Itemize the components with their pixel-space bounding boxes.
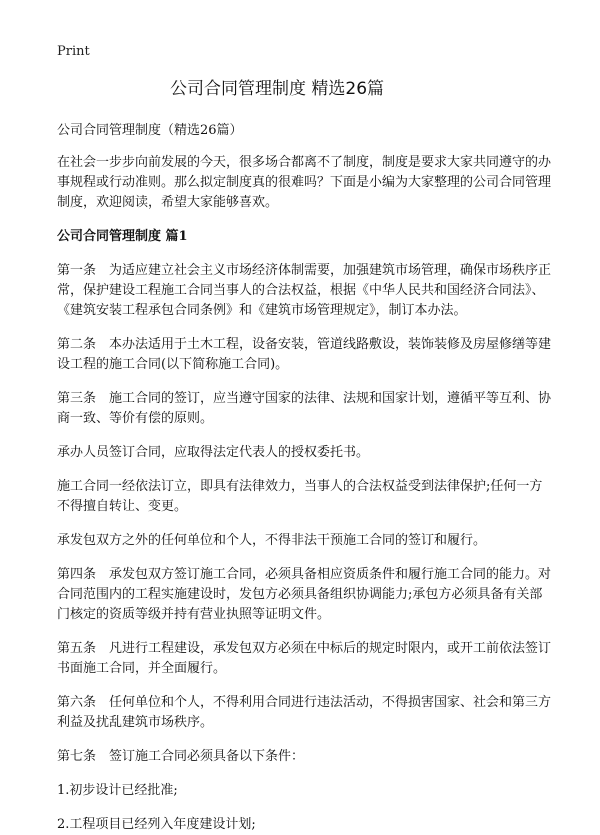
document-body bbox=[57, 72, 553, 835]
intro-paragraph: 在社会一步步向前发展的今天，很多场合都离不了制度，制度是要求大家共同遵守的办事规程或行动准则。那么拟定制度真的很难吗？下面是小编为大家整理的公司合同管理制度，欢迎阅读，希望大家能够喜欢。 bbox=[57, 155, 552, 210]
print-link[interactable]: Print bbox=[57, 44, 90, 59]
condition-item-1: 1.初步设计已经批准; bbox=[57, 783, 178, 798]
article-4: 第四条 承发包双方签订施工合同，必须具备相应资质条件和履行施工合同的能力。对合同范围内的工程实施建设时，发包方必须具备组织协调能力;承包方必须具备有关部门核定的资质等级并持有营业执照等证明文件。 bbox=[57, 567, 552, 622]
section-heading: 公司合同管理制度 篇1 bbox=[57, 229, 188, 244]
article-1: 第一条 为适应建立社会主义市场经济体制需要，加强建筑市场管理，确保市场秩序正常，保护建设工程施工合同当事人的合法权益，根据《中华人民共和国经济合同法》、《建筑安装工程承包合同条例》和《建筑市场管理规定》，制订本办法。 bbox=[57, 263, 552, 318]
article-2: 第二条 本办法适用于土木工程，设备安装，管道线路敷设，装饰装修及房屋修缮等建设工程的施工合同(以下简称施工合同)。 bbox=[57, 337, 552, 372]
article-6: 第六条 任何单位和个人，不得利用合同进行违法活动，不得损害国家、社会和第三方利益及扰乱建筑市场秩序。 bbox=[57, 695, 552, 730]
authorization-paragraph: 承办人员签订合同，应取得法定代表人的授权委托书。 bbox=[57, 445, 370, 460]
legal-effect-paragraph: 施工合同一经依法订立，即具有法律效力，当事人的合法权益受到法律保护;任何一方不得擅自转让、变更。 bbox=[57, 479, 543, 514]
document-subtitle: 公司合同管理制度（精选26篇） bbox=[57, 123, 243, 138]
article-3: 第三条 施工合同的签订，应当遵守国家的法律、法规和国家计划，遵循平等互利、协商一致、等价有偿的原则。 bbox=[57, 391, 552, 426]
article-7: 第七条 签订施工合同必须具备以下条件： bbox=[57, 749, 305, 764]
page-title: 公司合同管理制度 精选26篇 bbox=[170, 79, 385, 99]
article-5: 第五条 凡进行工程建设，承发包双方必须在中标后的规定时限内，或开工前依法签订书面施工合同，并全面履行。 bbox=[57, 641, 552, 676]
non-interference-paragraph: 承发包双方之外的任何单位和个人，不得非法干预施工合同的签订和履行。 bbox=[57, 533, 487, 548]
condition-item-2: 2.工程项目已经列入年度建设计划; bbox=[57, 817, 256, 832]
